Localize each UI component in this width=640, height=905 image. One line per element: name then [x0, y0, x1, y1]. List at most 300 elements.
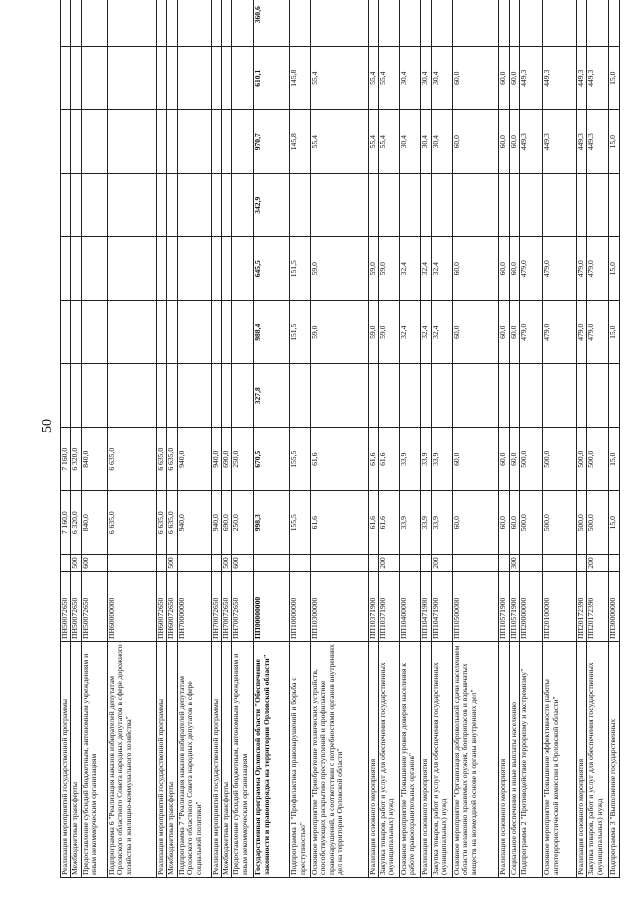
- table-row: [431, 0, 452, 878]
- row-name-cell: Государственная программа Орловской области "Обеспечение законности и правопорядка на территории Орловской области": [254, 642, 290, 878]
- row-value-cell: [211, 301, 221, 365]
- row-value-cell: [576, 0, 586, 47]
- row-expense-type-cell: [399, 555, 421, 572]
- row-value-cell: 61,6: [368, 491, 378, 555]
- row-name-cell: Основное мероприятие "Повышение уровня доверия населения к работе правоохранительных органов": [399, 642, 421, 878]
- row-name-cell: Подпрограмма 2 "Противодействие терроризму и экстремизму": [520, 642, 543, 878]
- row-value-cell: 60,0: [499, 110, 509, 174]
- row-code-cell: ПН70072650: [232, 572, 254, 642]
- row-value-cell: 59,0: [368, 301, 378, 365]
- row-code-cell: ПП30000000: [608, 572, 619, 642]
- row-expense-type-cell: 200: [587, 555, 609, 572]
- table-row: [177, 0, 211, 878]
- row-value-cell: [543, 364, 577, 428]
- table-row: [399, 0, 421, 878]
- row-expense-type-cell: [211, 555, 221, 572]
- row-name-cell: Межбюджетные трансферты: [221, 642, 231, 878]
- row-value-cell: [107, 237, 156, 301]
- row-value-cell: [177, 47, 211, 111]
- row-name-cell: Социальное обеспечение и иные выплаты населению: [509, 642, 519, 878]
- row-value-cell: 145,8: [290, 47, 311, 111]
- row-value-cell: [499, 364, 509, 428]
- row-code-cell: ПН60072650: [156, 572, 166, 642]
- row-value-cell: 55,4: [310, 47, 368, 111]
- table-row: [61, 0, 71, 878]
- row-value-cell: [421, 174, 431, 238]
- row-value-cell: 500,0: [543, 428, 577, 492]
- table-row: [378, 0, 399, 878]
- row-value-cell: [71, 301, 81, 365]
- row-value-cell: [543, 174, 577, 238]
- row-expense-type-cell: 500: [167, 555, 177, 572]
- row-value-cell: [167, 237, 177, 301]
- row-code-cell: ПП20172390: [576, 572, 586, 642]
- row-value-cell: 61,6: [310, 491, 368, 555]
- row-value-cell: 15,0: [608, 47, 619, 111]
- row-code-cell: ПП10400000: [399, 572, 421, 642]
- row-value-cell: [378, 364, 399, 428]
- row-value-cell: [221, 364, 231, 428]
- row-value-cell: [221, 47, 231, 111]
- row-value-cell: 60,0: [499, 428, 509, 492]
- table-row: [452, 0, 499, 878]
- row-value-cell: 449,3: [587, 47, 609, 111]
- row-expense-type-cell: [421, 555, 431, 572]
- row-value-cell: [81, 237, 107, 301]
- row-code-cell: ПН70000000: [177, 572, 211, 642]
- row-value-cell: [107, 301, 156, 365]
- row-value-cell: 55,4: [368, 47, 378, 111]
- row-code-cell: ПП20100000: [543, 572, 577, 642]
- row-value-cell: 33,9: [399, 428, 421, 492]
- row-value-cell: [421, 364, 431, 428]
- row-value-cell: [167, 0, 177, 47]
- row-value-cell: 360,6: [254, 0, 290, 47]
- row-value-cell: [232, 47, 254, 111]
- row-value-cell: 59,0: [310, 301, 368, 365]
- row-code-cell: ПН60000000: [107, 572, 156, 642]
- row-value-cell: [156, 174, 166, 238]
- row-value-cell: 940,0: [177, 491, 211, 555]
- row-value-cell: [290, 174, 311, 238]
- row-value-cell: 645,5: [254, 237, 290, 301]
- row-value-cell: 145,8: [290, 110, 311, 174]
- row-value-cell: 988,4: [254, 301, 290, 365]
- row-expense-type-cell: [520, 555, 543, 572]
- row-value-cell: [368, 364, 378, 428]
- row-value-cell: [61, 110, 71, 174]
- row-name-cell: Реализация мероприятий государственной программы: [156, 642, 166, 878]
- row-code-cell: ПП10571900: [499, 572, 509, 642]
- row-value-cell: [177, 174, 211, 238]
- row-value-cell: 60,0: [509, 47, 519, 111]
- row-value-cell: 151,5: [290, 237, 311, 301]
- row-name-cell: Реализация мероприятий государственной программы: [211, 642, 221, 878]
- table-viewport: [60, 6, 620, 878]
- row-value-cell: [177, 0, 211, 47]
- row-value-cell: [520, 174, 543, 238]
- row-value-cell: 449,3: [520, 47, 543, 111]
- row-value-cell: [399, 364, 421, 428]
- row-value-cell: 500,0: [520, 491, 543, 555]
- row-value-cell: 449,3: [576, 47, 586, 111]
- row-value-cell: [608, 364, 619, 428]
- row-value-cell: [587, 364, 609, 428]
- row-value-cell: 449,3: [587, 110, 609, 174]
- row-value-cell: [587, 0, 609, 47]
- row-value-cell: [543, 0, 577, 47]
- row-expense-type-cell: 500: [71, 555, 81, 572]
- row-code-cell: ПН70072650: [211, 572, 221, 642]
- row-value-cell: [587, 174, 609, 238]
- row-value-cell: 690,0: [221, 491, 231, 555]
- row-value-cell: 6 635,0: [107, 428, 156, 492]
- row-value-cell: [167, 110, 177, 174]
- row-code-cell: ПП10371900: [378, 572, 399, 642]
- row-expense-type-cell: [499, 555, 509, 572]
- row-code-cell: ПП20000000: [520, 572, 543, 642]
- row-value-cell: 940,0: [177, 428, 211, 492]
- row-value-cell: [368, 174, 378, 238]
- row-name-cell: Подпрограмма 7 "Реализация наказов избирателей депутатам Орловского областного Совета народных депутатов в сфере социальной политики": [177, 642, 211, 878]
- row-value-cell: [499, 0, 509, 47]
- row-value-cell: [71, 47, 81, 111]
- row-value-cell: 500,0: [543, 491, 577, 555]
- row-value-cell: 60,0: [499, 47, 509, 111]
- row-expense-type-cell: 600: [81, 555, 107, 572]
- row-value-cell: [608, 174, 619, 238]
- row-value-cell: [290, 364, 311, 428]
- row-value-cell: 449,3: [520, 110, 543, 174]
- row-value-cell: [232, 364, 254, 428]
- row-value-cell: [232, 110, 254, 174]
- row-value-cell: 479,0: [587, 301, 609, 365]
- row-value-cell: 60,0: [452, 237, 499, 301]
- row-value-cell: 55,4: [368, 110, 378, 174]
- row-expense-type-cell: 600: [232, 555, 254, 572]
- row-code-cell: ПП20172390: [587, 572, 609, 642]
- row-value-cell: [310, 174, 368, 238]
- row-value-cell: [211, 237, 221, 301]
- row-value-cell: [156, 237, 166, 301]
- row-value-cell: [232, 174, 254, 238]
- row-value-cell: 500,0: [520, 428, 543, 492]
- row-value-cell: [520, 0, 543, 47]
- row-value-cell: 32,4: [431, 301, 452, 365]
- row-code-cell: ПН50072650: [81, 572, 107, 642]
- row-value-cell: 151,5: [290, 301, 311, 365]
- row-value-cell: 60,0: [509, 491, 519, 555]
- row-value-cell: [221, 301, 231, 365]
- row-value-cell: 60,0: [499, 237, 509, 301]
- table-row: [211, 0, 221, 878]
- row-value-cell: [61, 174, 71, 238]
- row-value-cell: [107, 0, 156, 47]
- row-value-cell: 33,9: [431, 428, 452, 492]
- row-value-cell: [232, 237, 254, 301]
- row-value-cell: 32,4: [421, 237, 431, 301]
- table-row: [290, 0, 311, 878]
- table-row: [232, 0, 254, 878]
- row-code-cell: ПН50072650: [61, 572, 71, 642]
- row-value-cell: [81, 47, 107, 111]
- budget-table: [60, 0, 620, 878]
- row-value-cell: 940,0: [211, 428, 221, 492]
- row-value-cell: 670,5: [254, 428, 290, 492]
- table-row: [156, 0, 166, 878]
- row-value-cell: [107, 174, 156, 238]
- row-name-cell: Основное мероприятие "Организация добровольной сдачи населением области незаконно хранимых оружия, боеприпасов и взрывчатых веществ на возмездной основе в органы внутренних дел": [452, 642, 499, 878]
- row-name-cell: Закупка товаров, работ и услуг для обеспечения государственных (муниципальных) нужд: [378, 642, 399, 878]
- row-value-cell: [211, 47, 221, 111]
- row-name-cell: Подпрограмма 3 "Выполнение государственных: [608, 642, 619, 878]
- row-name-cell: Основное мероприятие "Повышение эффективности работы антитеррористической комиссии в Орловской области": [543, 642, 577, 878]
- row-value-cell: [399, 174, 421, 238]
- row-value-cell: 55,4: [310, 110, 368, 174]
- row-value-cell: 6 635,0: [156, 428, 166, 492]
- table-row: [107, 0, 156, 878]
- row-value-cell: 15,0: [608, 301, 619, 365]
- row-value-cell: 479,0: [543, 237, 577, 301]
- row-code-cell: ПН50072650: [71, 572, 81, 642]
- row-value-cell: [107, 110, 156, 174]
- row-value-cell: 32,4: [399, 301, 421, 365]
- row-expense-type-cell: [452, 555, 499, 572]
- row-expense-type-cell: [368, 555, 378, 572]
- row-value-cell: 60,0: [499, 301, 509, 365]
- row-value-cell: [81, 301, 107, 365]
- row-value-cell: 60,0: [452, 110, 499, 174]
- row-value-cell: [81, 174, 107, 238]
- row-value-cell: 690,0: [221, 428, 231, 492]
- row-value-cell: 479,0: [576, 237, 586, 301]
- row-value-cell: [107, 364, 156, 428]
- row-expense-type-cell: 200: [378, 555, 399, 572]
- table-row: [509, 0, 519, 878]
- row-name-cell: Основное мероприятие "Приобретение технических устройств, способствующих раскрытию преступлений и профилактике правонарушений, в соответствии с потребностями органов внутренних дел на территории Орловской области": [310, 642, 368, 878]
- row-value-cell: 479,0: [543, 301, 577, 365]
- row-name-cell: Подпрограмма 6 "Реализация наказов избирателей депутатам Орловского областного Совета народных депутатов в сфере дорожного хозяйства и жилищно-коммунального хозяйства": [107, 642, 156, 878]
- row-value-cell: 60,0: [452, 47, 499, 111]
- row-value-cell: [81, 364, 107, 428]
- row-value-cell: 33,9: [431, 491, 452, 555]
- row-value-cell: 15,0: [608, 428, 619, 492]
- row-value-cell: 970,7: [254, 110, 290, 174]
- row-value-cell: 59,0: [310, 237, 368, 301]
- table-row: [520, 0, 543, 878]
- row-value-cell: 342,9: [254, 174, 290, 238]
- row-value-cell: 33,9: [421, 491, 431, 555]
- row-expense-type-cell: 500: [221, 555, 231, 572]
- row-value-cell: 59,0: [368, 237, 378, 301]
- row-value-cell: [368, 0, 378, 47]
- row-name-cell: Предоставление субсидий бюджетным, автономным учреждениям и иным некоммерческим организациям: [81, 642, 107, 878]
- table-row: [499, 0, 509, 878]
- row-value-cell: [576, 174, 586, 238]
- row-name-cell: Реализация основного мероприятия: [368, 642, 378, 878]
- row-value-cell: [576, 364, 586, 428]
- table-row: [576, 0, 586, 878]
- row-name-cell: Межбюджетные трансферты: [71, 642, 81, 878]
- table-row: [254, 0, 290, 878]
- row-code-cell: ПП10500000: [452, 572, 499, 642]
- row-name-cell: Закупка товаров, работ и услуг для обеспечения государственных (муниципальных) нужд: [431, 642, 452, 878]
- row-value-cell: [167, 47, 177, 111]
- row-value-cell: 155,5: [290, 491, 311, 555]
- row-value-cell: [431, 364, 452, 428]
- row-value-cell: 61,6: [378, 491, 399, 555]
- row-value-cell: [211, 364, 221, 428]
- row-value-cell: 610,1: [254, 47, 290, 111]
- row-value-cell: 15,0: [608, 110, 619, 174]
- row-value-cell: [290, 0, 311, 47]
- table-row: [368, 0, 378, 878]
- row-value-cell: [211, 0, 221, 47]
- row-value-cell: [156, 0, 166, 47]
- table-row: [587, 0, 609, 878]
- row-expense-type-cell: [61, 555, 71, 572]
- row-code-cell: ПП10300000: [310, 572, 368, 642]
- row-expense-type-cell: 300: [509, 555, 519, 572]
- row-value-cell: [71, 237, 81, 301]
- row-value-cell: [156, 47, 166, 111]
- row-value-cell: 479,0: [520, 301, 543, 365]
- row-value-cell: 500,0: [576, 491, 586, 555]
- table-row: [310, 0, 368, 878]
- row-value-cell: [221, 237, 231, 301]
- row-value-cell: 940,0: [211, 491, 221, 555]
- row-value-cell: 55,4: [378, 110, 399, 174]
- row-value-cell: [211, 174, 221, 238]
- row-value-cell: [232, 301, 254, 365]
- row-value-cell: 840,0: [81, 491, 107, 555]
- row-expense-type-cell: 200: [431, 555, 452, 572]
- table-row: [221, 0, 231, 878]
- row-value-cell: [81, 0, 107, 47]
- row-value-cell: [431, 0, 452, 47]
- row-value-cell: 479,0: [520, 237, 543, 301]
- row-value-cell: 60,0: [499, 491, 509, 555]
- row-code-cell: ПН70072650: [221, 572, 231, 642]
- row-value-cell: 500,0: [587, 428, 609, 492]
- page-number: 50: [40, 419, 55, 433]
- row-value-cell: 6 635,0: [167, 428, 177, 492]
- row-value-cell: 30,4: [431, 47, 452, 111]
- row-name-cell: Реализация основного мероприятия: [499, 642, 509, 878]
- row-expense-type-cell: [543, 555, 577, 572]
- row-value-cell: 32,4: [431, 237, 452, 301]
- row-value-cell: 155,5: [290, 428, 311, 492]
- row-value-cell: [61, 364, 71, 428]
- row-value-cell: [452, 0, 499, 47]
- row-expense-type-cell: [156, 555, 166, 572]
- table-row: [421, 0, 431, 878]
- row-value-cell: 61,6: [368, 428, 378, 492]
- row-expense-type-cell: [107, 555, 156, 572]
- table-body: [61, 0, 620, 878]
- row-code-cell: ПП00000000: [254, 572, 290, 642]
- row-value-cell: [61, 237, 71, 301]
- row-value-cell: [452, 174, 499, 238]
- row-value-cell: 840,0: [81, 428, 107, 492]
- row-value-cell: 479,0: [576, 301, 586, 365]
- row-value-cell: [509, 364, 519, 428]
- row-value-cell: 60,0: [452, 301, 499, 365]
- row-name-cell: Реализация основного мероприятия: [421, 642, 431, 878]
- row-value-cell: 61,6: [378, 428, 399, 492]
- row-name-cell: Межбюджетные трансферты: [167, 642, 177, 878]
- row-expense-type-cell: [290, 555, 311, 572]
- row-value-cell: [177, 301, 211, 365]
- row-value-cell: 33,9: [399, 491, 421, 555]
- row-value-cell: 15,0: [608, 237, 619, 301]
- row-value-cell: [71, 0, 81, 47]
- row-code-cell: ПП10000000: [290, 572, 311, 642]
- row-value-cell: 15,0: [608, 491, 619, 555]
- row-value-cell: [177, 237, 211, 301]
- row-value-cell: 449,3: [543, 110, 577, 174]
- row-value-cell: [61, 0, 71, 47]
- row-expense-type-cell: [576, 555, 586, 572]
- row-value-cell: 500,0: [576, 428, 586, 492]
- row-value-cell: [71, 174, 81, 238]
- row-value-cell: [232, 0, 254, 47]
- row-value-cell: [156, 364, 166, 428]
- row-name-cell: Реализация мероприятий государственной программы: [61, 642, 71, 878]
- row-value-cell: [452, 364, 499, 428]
- row-expense-type-cell: [310, 555, 368, 572]
- row-value-cell: [156, 110, 166, 174]
- row-value-cell: [61, 47, 71, 111]
- table-row: [543, 0, 577, 878]
- table-row: [608, 0, 619, 878]
- row-name-cell: Подпрограмма 1 "Профилактика правонарушений и борьба с преступностью": [290, 642, 311, 878]
- row-value-cell: 60,0: [509, 301, 519, 365]
- row-code-cell: ПП10471900: [421, 572, 431, 642]
- row-code-cell: ПН60072650: [167, 572, 177, 642]
- row-value-cell: 6 635,0: [107, 491, 156, 555]
- row-expense-type-cell: [608, 555, 619, 572]
- row-value-cell: [399, 0, 421, 47]
- row-value-cell: 30,4: [421, 47, 431, 111]
- row-value-cell: [81, 110, 107, 174]
- row-value-cell: [71, 110, 81, 174]
- table-row: [71, 0, 81, 878]
- row-value-cell: 30,4: [399, 47, 421, 111]
- row-value-cell: [509, 0, 519, 47]
- row-name-cell: Реализация основного мероприятия: [576, 642, 586, 878]
- row-value-cell: [156, 301, 166, 365]
- row-name-cell: Закупка товаров, работ и услуг для обеспечения государственных (муниципальных) нужд: [587, 642, 609, 878]
- row-value-cell: 60,0: [509, 428, 519, 492]
- row-value-cell: 7 160,0: [61, 491, 71, 555]
- row-value-cell: [167, 301, 177, 365]
- row-value-cell: 500,0: [587, 491, 609, 555]
- row-expense-type-cell: [254, 555, 290, 572]
- row-expense-type-cell: [177, 555, 211, 572]
- row-value-cell: 6 320,0: [71, 491, 81, 555]
- row-value-cell: [221, 110, 231, 174]
- row-value-cell: 449,3: [576, 110, 586, 174]
- row-value-cell: 32,4: [421, 301, 431, 365]
- row-value-cell: 250,0: [232, 428, 254, 492]
- row-value-cell: 59,0: [378, 301, 399, 365]
- row-value-cell: [499, 174, 509, 238]
- row-value-cell: 30,4: [421, 110, 431, 174]
- row-value-cell: [421, 0, 431, 47]
- row-value-cell: [211, 110, 221, 174]
- row-value-cell: [107, 47, 156, 111]
